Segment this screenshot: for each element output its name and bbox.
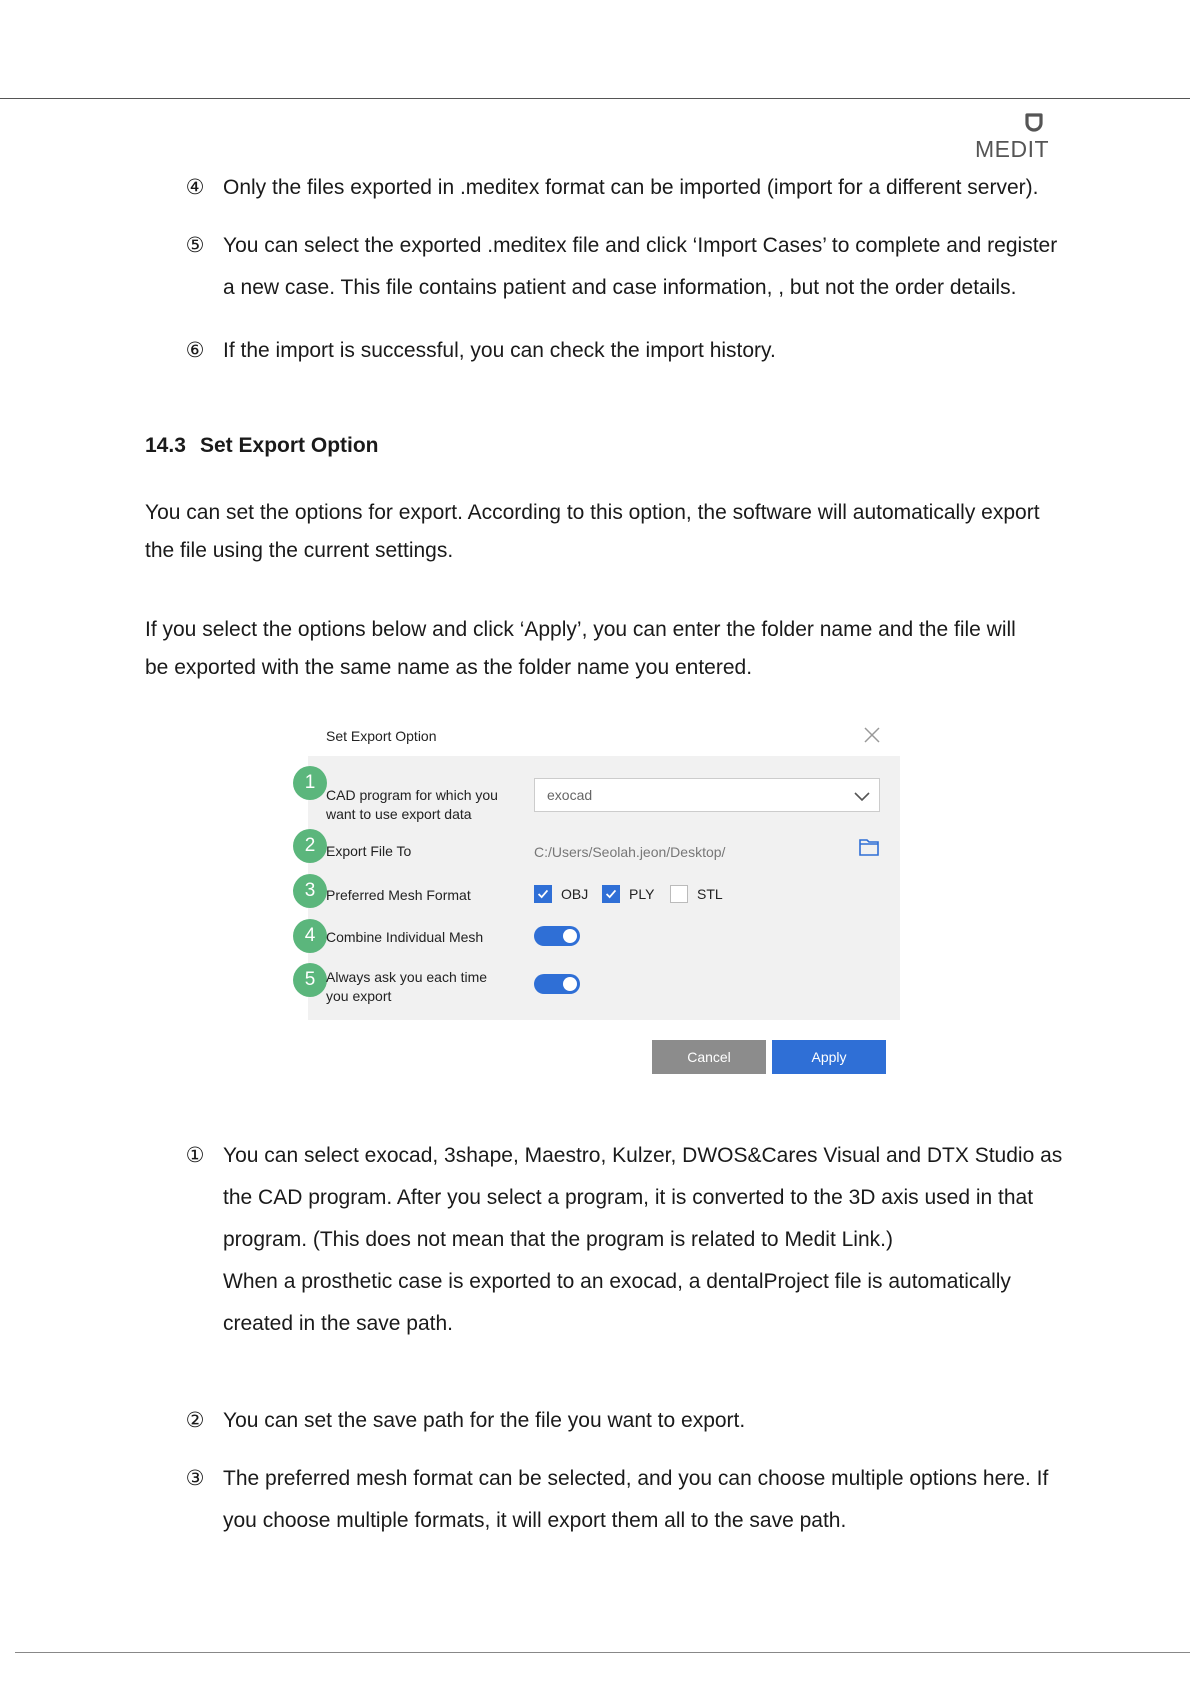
cad-program-value: exocad (547, 787, 593, 803)
cad-program-label (326, 786, 498, 824)
cad-program-select[interactable] (534, 778, 880, 812)
mesh-format-label (326, 886, 471, 905)
stl-checkbox[interactable] (670, 885, 688, 903)
callout-badge: 5 (293, 963, 327, 997)
close-icon[interactable] (862, 725, 882, 745)
folder-icon[interactable] (858, 836, 880, 858)
check-icon (535, 886, 551, 902)
callout-badge: 1 (293, 766, 327, 800)
footer-rule (15, 1652, 1190, 1653)
export-file-to-label (326, 842, 411, 861)
item-text: You can select the exported .meditex file and click ‘Import Cases’ to complete and register a new case. This file contains patient and case information, , but not the order details. (223, 234, 1058, 299)
item-text-continued: When a prosthetic case is exported to an exocad, a dentalProject file is automatically created in the save path. (223, 1270, 1011, 1335)
item-text: Only the files exported in .meditex format can be imported (import for a different server). (223, 176, 1039, 199)
toggle-knob (563, 977, 577, 991)
combine-mesh-toggle[interactable] (534, 926, 580, 946)
dialog-title: Set Export Option (326, 728, 437, 744)
label-line: CAD program for which you (326, 787, 498, 803)
item-text: If the import is successful, you can check the import history. (223, 339, 776, 362)
always-ask-toggle[interactable] (534, 974, 580, 994)
item-marker: ④ (185, 176, 205, 199)
ply-checkbox[interactable] (602, 885, 620, 903)
toggle-knob (563, 929, 577, 943)
medit-logo-mark-icon (1023, 112, 1045, 134)
obj-label: OBJ (561, 886, 589, 902)
stl-label: STL (697, 886, 723, 902)
callout-badge: 3 (293, 874, 327, 908)
item-marker: ① (185, 1144, 205, 1167)
label-line: Combine Individual Mesh (326, 929, 484, 945)
paragraph-intro: You can set the options for export. According to this option, the software will automatically export the file using the current settings. (145, 501, 1040, 562)
label-line: Preferred Mesh Format (326, 887, 471, 903)
label-line: want to use export data (326, 806, 472, 822)
item-marker: ⑤ (185, 234, 205, 257)
cancel-button[interactable]: Cancel (652, 1040, 766, 1074)
label-line: you export (326, 988, 392, 1004)
export-option-dialog (304, 718, 900, 1090)
label-line: Always ask you each time (326, 969, 488, 985)
label-line: Export File To (326, 843, 412, 859)
paragraph-apply: If you select the options below and click ‘Apply’, you can enter the folder name and the file will be exported with the same name as the folder name you entered. (145, 618, 1016, 679)
item-marker: ⑥ (185, 339, 205, 362)
item-text: You can select exocad, 3shape, Maestro, Kulzer, DWOS&Cares Visual and DTX Studio as the CAD program. After you select a program, it is converted to the 3D axis used in that program. (This does not mean that the program is related to Medit Link.) (223, 1144, 1063, 1251)
always-ask-label (326, 968, 487, 1006)
item-marker: ③ (185, 1467, 205, 1490)
combine-mesh-label (326, 928, 483, 947)
item-text: You can set the save path for the file you want to export. (223, 1409, 746, 1432)
check-icon (603, 886, 619, 902)
section-number: 14.3 (145, 434, 186, 457)
section-title: Set Export Option (200, 434, 379, 457)
export-path-value: C:/Users/Seolah.jeon/Desktop/ (534, 844, 726, 860)
section-heading (145, 434, 379, 458)
header-rule (0, 98, 1190, 99)
obj-checkbox[interactable] (534, 885, 552, 903)
ply-label: PLY (629, 886, 655, 902)
item-marker: ② (185, 1409, 205, 1432)
apply-button[interactable]: Apply (772, 1040, 886, 1074)
chevron-down-icon (853, 787, 871, 805)
medit-logo (975, 110, 1050, 162)
medit-logo-text: MEDIT (975, 136, 1050, 162)
callout-badge: 4 (293, 919, 327, 953)
item-text: The preferred mesh format can be selected, and you can choose multiple options here. If you choose multiple formats, it will export them all to the save path. (223, 1467, 1049, 1532)
callout-badge: 2 (293, 829, 327, 863)
